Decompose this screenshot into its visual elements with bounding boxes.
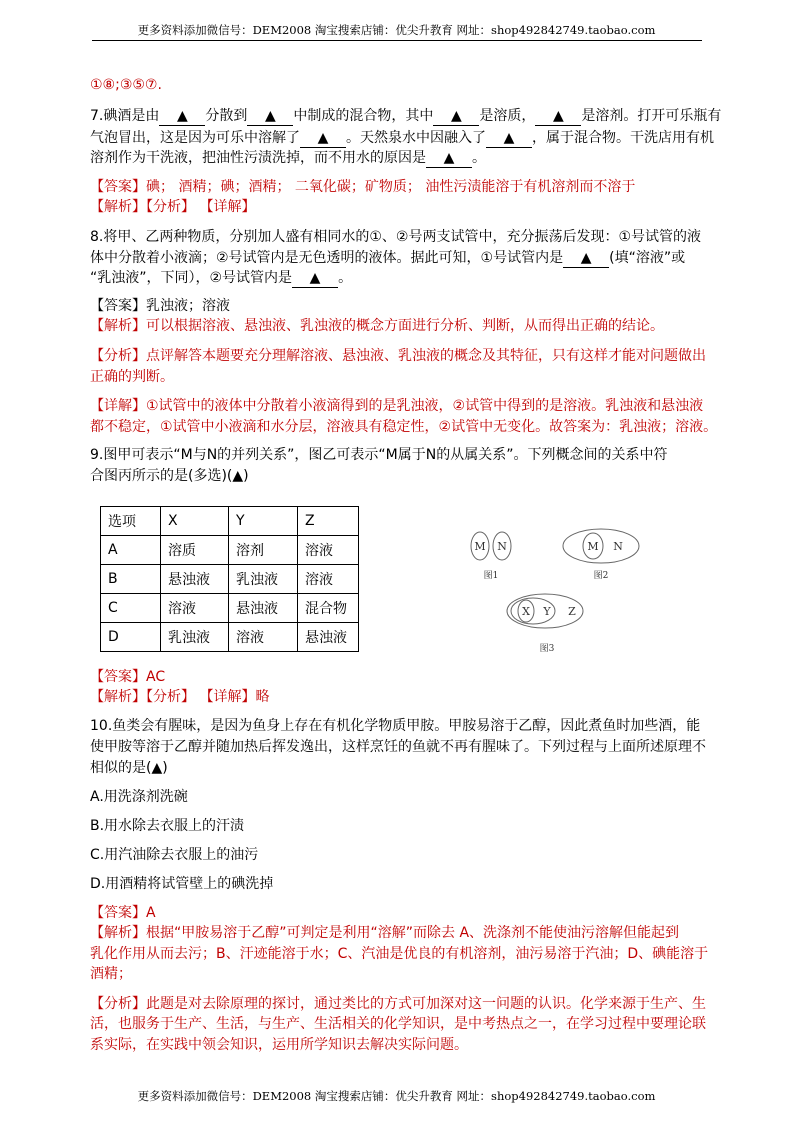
table-cell: 乳浊液 <box>229 565 298 594</box>
q9-analysis: 【解析】【分析】 【详解】略 <box>90 689 270 705</box>
table-row <box>101 594 359 623</box>
q10-line-2: 使甲胺等溶于乙醇并随加热后挥发逸出，这样烹饪的鱼就不再有腥味了。下列过程与上面所述原理不 <box>90 739 706 755</box>
fig2-outer-ellipse <box>563 529 639 563</box>
option-b: B.用水除去衣服上的汗渍 <box>90 818 245 834</box>
table-cell: 溶液 <box>298 565 359 594</box>
table-row <box>101 536 359 565</box>
fig1-label-m: M <box>474 540 486 553</box>
table-header-cell: X <box>161 507 229 536</box>
previous-answer: ①⑧;③⑤⑦. <box>90 77 162 93</box>
blank-marker: ▲ <box>563 250 609 268</box>
q8-fenxi-1: 【分析】点评解答本题要充分理解溶液、悬浊液、乳浊液的概念及其特征，只有这样才能对问题做出 <box>90 348 706 364</box>
q10-line-3: 相似的是(▲) <box>90 760 168 776</box>
table-cell: C <box>101 594 161 623</box>
q9-line-1: 9.图甲可表示“M与N的并列关系”，图乙可表示“M属于N的从属关系”。下列概念间的关系中符 <box>90 447 668 463</box>
page-footer: 更多资料添加微信号：DEM2008 淘宝搜索店铺：优尖升教育 网址：shop492842749.taobao.com <box>137 1089 656 1103</box>
q8-fenxi-2: 正确的判断。 <box>90 369 174 385</box>
q7-answer: 【答案】碘； 酒精；碘；酒精； 二氧化碳；矿物质； 油性污渍能溶于有机溶剂而不溶于 <box>90 179 636 195</box>
table-cell: 溶液 <box>229 623 298 652</box>
q10-answer: 【答案】A <box>90 905 156 921</box>
fig1-label-n: N <box>497 540 507 553</box>
table-cell: 悬浊液 <box>229 594 298 623</box>
table-row <box>101 565 359 594</box>
q8-xiangjie-2: 都不稳定，①试管中小液滴和水分层，溶液具有稳定性，②试管中无变化。故答案为：乳浊液；溶液。 <box>90 419 718 435</box>
option-c: C.用汽油除去衣服上的油污 <box>90 847 259 863</box>
q7-line-1: 7.碘酒是由 ▲ 分散到 ▲ 中制成的混合物，其中 ▲ 是溶质， ▲ 是溶剂。打开可乐瓶有 <box>90 108 722 124</box>
q10-jiexi-2: 乳化作用从而去污；B、汗迹能溶于水；C、汽油是优良的有机溶剂，油污易溶于汽油；D、碘能溶于 <box>90 946 709 962</box>
blank-marker: ▲ <box>535 108 581 126</box>
table-header-cell: 选项 <box>101 507 161 536</box>
blank-marker: ▲ <box>292 270 338 288</box>
fig2-caption: 图2 <box>593 571 609 581</box>
q10-fenxi-3: 系实际，在实践中领会知识，运用所学知识去解决实际问题。 <box>90 1037 468 1053</box>
q9-answer: 【答案】AC <box>90 669 166 685</box>
blank-marker: ▲ <box>486 130 532 148</box>
table-header-row <box>101 507 359 536</box>
fig3-label-y: Y <box>543 605 551 618</box>
q7-line-2: 气泡冒出，这是因为可乐中溶解了 ▲ 。天然泉水中因融入了 ▲ ，属于混合物。干洗店用有机 <box>90 130 714 146</box>
blank-marker: ▲ <box>300 130 346 148</box>
q8-answer: 【答案】乳浊液；溶液 <box>90 298 230 314</box>
q8-xiangjie-1: 【详解】①试管中的液体中分散着小液滴得到的是乳浊液，②试管中得到的是溶液。乳浊液和悬浊液 <box>90 398 704 414</box>
table-cell: D <box>101 623 161 652</box>
fig3-caption: 图3 <box>539 644 555 654</box>
q7-line-3: 溶剂作为干洗液，把油性污渍洗掉，而不用水的原因是 ▲ 。 <box>90 150 486 166</box>
table-cell: 悬浊液 <box>161 565 229 594</box>
option-d: D.用酒精将试管壁上的碘洗掉 <box>90 876 274 892</box>
header-rule <box>92 40 702 41</box>
q7-analysis: 【解析】【分析】 【详解】 <box>90 199 256 215</box>
table-cell: 溶剂 <box>229 536 298 565</box>
q8-jiexi: 【解析】可以根据溶液、悬浊液、乳浊液的概念方面进行分析、判断，从而得出正确的结论。 <box>90 318 664 334</box>
fig2-label-m: M <box>587 540 599 553</box>
table-header-cell: Y <box>229 507 298 536</box>
options-table <box>100 506 359 652</box>
blank-marker: ▲ <box>433 108 479 126</box>
table-cell: A <box>101 536 161 565</box>
q10-jiexi-1: 【解析】根据“甲胺易溶于乙醇”可判定是利用“溶解”而除去 A、洗涤剂不能使油污溶解但能起到 <box>90 925 680 941</box>
q10-fenxi-2: 活，也服务于生产、生活，与生产、生活相关的化学知识，是中考热点之一，在学习过程中要理论联 <box>90 1016 706 1032</box>
fig1-caption: 图1 <box>483 571 499 581</box>
table-cell: 乳浊液 <box>161 623 229 652</box>
page-header: 更多资料添加微信号：DEM2008 淘宝搜索店铺：优尖升教育 网址：shop492842749.taobao.com <box>137 23 656 37</box>
blank-marker: ▲ <box>159 108 205 126</box>
fig3-label-x: X <box>522 605 530 618</box>
q8-line-2: 体中分散着小液滴；②号试管内是无色透明的液体。据此可知，①号试管内是 ▲ (填“溶液”或 <box>90 250 686 266</box>
table-cell: 悬浊液 <box>298 623 359 652</box>
blank-marker: ▲ <box>247 108 293 126</box>
q8-line-3: “乳浊液”，下同），②号试管内是 ▲ 。 <box>90 270 353 286</box>
table-cell: B <box>101 565 161 594</box>
table-row <box>101 623 359 652</box>
table-cell: 溶液 <box>161 594 229 623</box>
table-cell: 溶液 <box>298 536 359 565</box>
venn-figure <box>455 520 655 660</box>
q10-line-1: 10.鱼类会有腥味，是因为鱼身上存在有机化学物质甲胺。甲胺易溶于乙醇，因此煮鱼时加些酒，能 <box>90 718 701 734</box>
table-cell: 溶质 <box>161 536 229 565</box>
q8-line-1: 8.将甲、乙两种物质，分别加人盛有相同水的①、②号两支试管中，充分振荡后发现：①号试管的液 <box>90 229 702 245</box>
option-a: A.用洗涤剂洗碗 <box>90 789 188 805</box>
q10-fenxi-1: 【分析】此题是对去除原理的探讨，通过类比的方式可加深对这一问题的认识。化学来源于生产、生 <box>90 996 706 1012</box>
q9-line-2: 合图丙所示的是(多选)(▲) <box>90 468 249 484</box>
blank-marker: ▲ <box>426 150 472 168</box>
table-cell: 混合物 <box>298 594 359 623</box>
table-header-cell: Z <box>298 507 359 536</box>
fig3-label-z: Z <box>568 605 576 618</box>
fig2-label-n: N <box>613 540 623 553</box>
q10-jiexi-3: 酒精； <box>90 966 132 982</box>
